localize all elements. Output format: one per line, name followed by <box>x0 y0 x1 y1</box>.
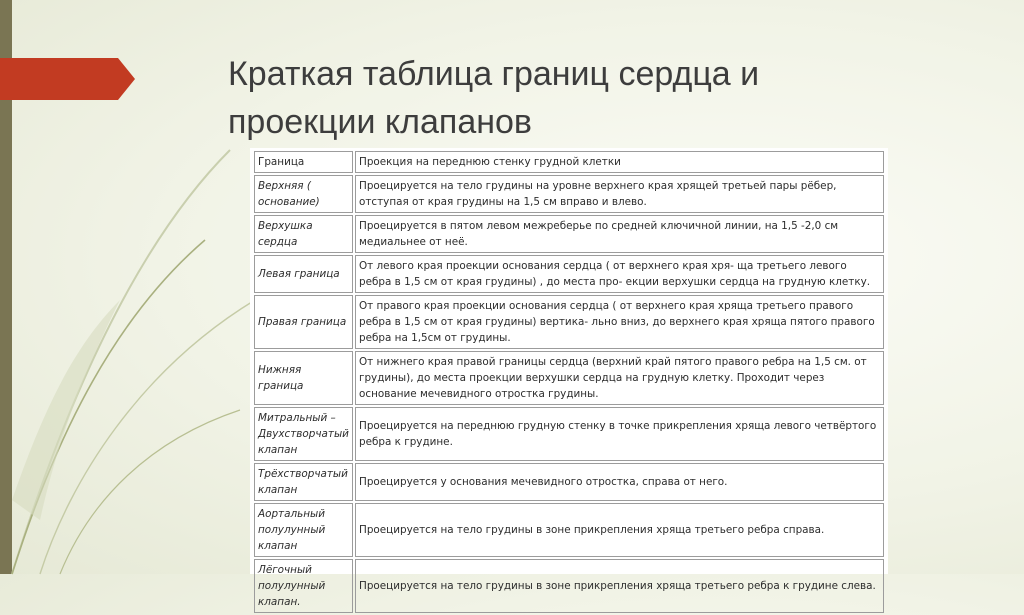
row-description: Проецируется на тело грудины в зоне прикрепления хряща третьего ребра к грудине слева. <box>355 559 884 613</box>
row-description: Проецируется на тело грудины на уровне верхнего края хрящей третьей пары рёбер, отступая от края грудины на 1,5 см вправо и влево. <box>355 175 884 213</box>
slide-title <box>228 50 948 146</box>
heart-borders-table-container <box>250 148 888 608</box>
heart-borders-table <box>252 149 886 615</box>
title-line-2: проекции клапанов <box>228 103 532 141</box>
row-label: Лёгочный полулунный клапан. <box>254 559 353 613</box>
row-label: Верхушка сердца <box>254 215 353 253</box>
row-description: Проецируется в пятом левом межреберье по средней ключичной линии, на 1,5 -2,0 см медиальнее от неё. <box>355 215 884 253</box>
row-label: Митральный – Двухстворчатый клапан <box>254 407 353 461</box>
row-description: От нижнего края правой границы сердца (верхний край пятого правого ребра на 1,5 см. от грудины), до места проекции верхушки сердца на грудную клетку. Проходит через основание мечевидного отростка грудины. <box>355 351 884 405</box>
row-label: Левая граница <box>254 255 353 293</box>
title-line-1: Краткая таблица границ сердца и <box>228 55 760 93</box>
row-label: Аортальный полулунный клапан <box>254 503 353 557</box>
table-row <box>254 351 884 405</box>
table-row <box>254 407 884 461</box>
row-description: Проецируется у основания мечевидного отростка, справа от него. <box>355 463 884 501</box>
table-header-row <box>254 151 884 173</box>
table-row <box>254 559 884 613</box>
row-label: Верхняя ( основание) <box>254 175 353 213</box>
row-label: Трёхстворчатый клапан <box>254 463 353 501</box>
table-row <box>254 503 884 557</box>
table-row <box>254 463 884 501</box>
table-row <box>254 255 884 293</box>
row-description: От левого края проекции основания сердца ( от верхнего края хря- ща третьего левого ребра в 1,5 см от края грудины) , до места про- екции верхушки сердца на грудную клетку. <box>355 255 884 293</box>
row-description: От правого края проекции основания сердца ( от верхнего края хряща третьего правого ребра в 1,5 см от края грудины) вертика- льно вниз, до верхнего края хряща пятого правого ребра на 1,5см от грудины. <box>355 295 884 349</box>
table-row <box>254 295 884 349</box>
table-row <box>254 175 884 213</box>
table-row <box>254 215 884 253</box>
title-accent-arrow <box>0 58 135 100</box>
row-description: Проецируется на переднюю грудную стенку в точке прикрепления хряща левого четвёртого ребра к грудине. <box>355 407 884 461</box>
row-label: Правая граница <box>254 295 353 349</box>
header-cell-border: Граница <box>254 151 353 173</box>
header-cell-projection: Проекция на переднюю стенку грудной клетки <box>355 151 884 173</box>
row-label: Нижняя граница <box>254 351 353 405</box>
row-description: Проецируется на тело грудины в зоне прикрепления хряща третьего ребра справа. <box>355 503 884 557</box>
